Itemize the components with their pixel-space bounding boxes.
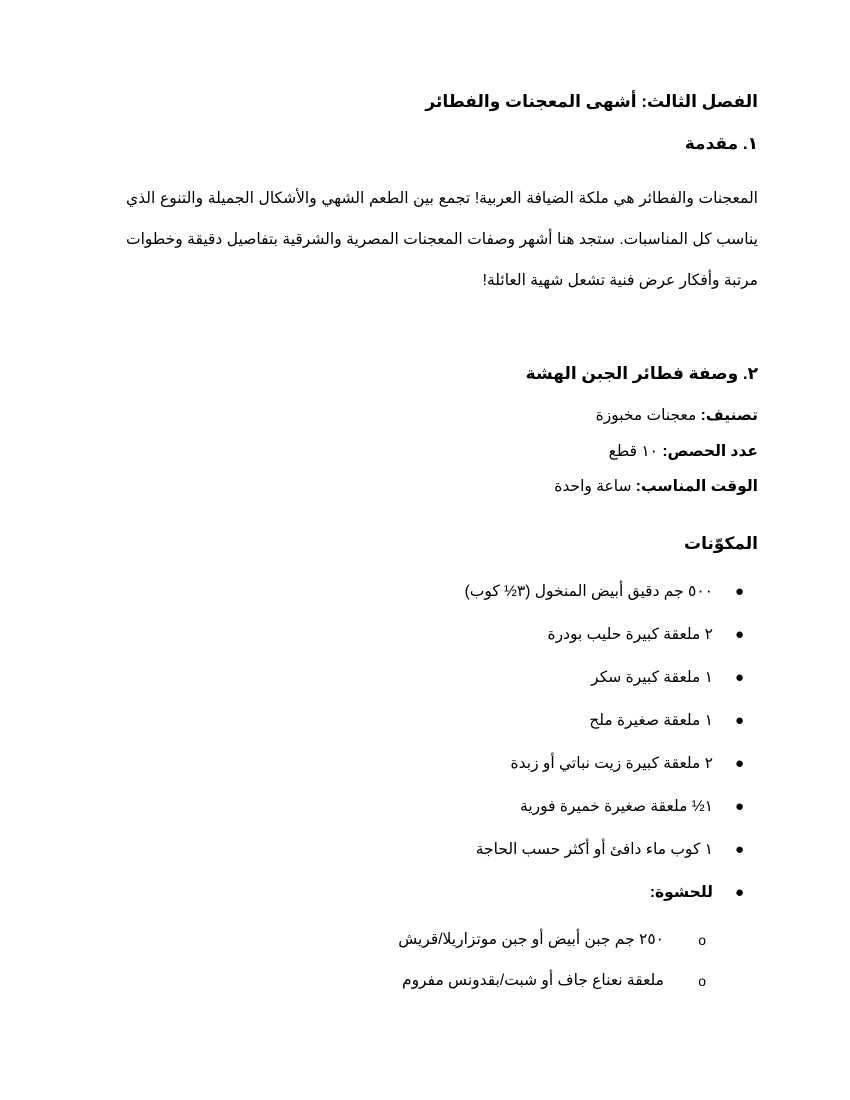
- chapter-title: الفصل الثالث: أشهى المعجنات والفطائر: [425, 92, 758, 111]
- sub-bullet-icon: o: [698, 932, 706, 948]
- bullet-icon: ●: [734, 712, 744, 729]
- list-item: ● ١½ ملعقة صغيرة خميرة فورية: [465, 791, 758, 834]
- section-heading-introduction: ١. مقدمة: [684, 134, 758, 153]
- sub-bullet-icon: o: [698, 973, 706, 989]
- bullet-icon: ●: [734, 669, 744, 686]
- servings-label: عدد الحصص:: [662, 443, 758, 460]
- classification-label: تصنيف:: [700, 407, 758, 424]
- time-value: ساعة واحدة: [554, 478, 632, 495]
- recipe-time: [554, 477, 758, 496]
- bullet-icon: ●: [734, 755, 744, 772]
- introduction-paragraph: المعجنات والفطائر هي ملكة الضيافة العربية! تجمع بين الطعم الشهي والأشكال الجميلة والتنوع الذي يناسب كل المناسبات. ستجد هنا أشهر وصفات المعجنات المصرية والشرقية بتفاصيل دقيقة وخطوات مرتبة وأفكار عرض فنية تشعل شهية العائلة!: [126, 190, 758, 289]
- list-item: o ملعقة نعناع جاف أو شبت/بقدونس مفروم: [398, 965, 758, 1006]
- filling-label: للحشوة:: [649, 884, 713, 901]
- bullet-icon: ●: [734, 841, 744, 858]
- servings-value: ١٠ قطع: [608, 443, 658, 460]
- list-item: ● ٢ ملعقة كبيرة حليب بودرة: [465, 619, 758, 662]
- bullet-icon: ●: [734, 583, 744, 600]
- list-item: ● ٢ ملعقة كبيرة زيت نباتي أو زبدة: [465, 748, 758, 791]
- filling-label-item: [465, 877, 758, 920]
- recipe-servings: [609, 442, 758, 461]
- list-item: ● ١ كوب ماء دافئ أو أكثر حسب الحاجة: [465, 834, 758, 877]
- list-item: ● ١ ملعقة كبيرة سكر: [465, 662, 758, 705]
- ingredients-list: [465, 576, 758, 920]
- list-item: ● ١ ملعقة صغيرة ملح: [465, 705, 758, 748]
- filling-list: [398, 924, 758, 1006]
- bullet-icon: ●: [734, 884, 744, 901]
- bullet-icon: ●: [734, 798, 744, 815]
- time-label: الوقت المناسب:: [635, 478, 758, 495]
- section-heading-recipe: ٢. وصفة فطائر الجبن الهشة: [525, 364, 758, 383]
- ingredients-heading: المكوّنات: [683, 534, 758, 553]
- recipe-classification: [596, 406, 758, 425]
- bullet-icon: ●: [734, 626, 744, 643]
- list-item: o ٢٥٠ جم جبن أبيض أو جبن موتزاريلا/قريش: [398, 924, 758, 965]
- list-item: ● ٥٠٠ جم دقيق أبيض المنخول (٣½ كوب): [465, 576, 758, 619]
- classification-value: معجنات مخبوزة: [595, 407, 697, 424]
